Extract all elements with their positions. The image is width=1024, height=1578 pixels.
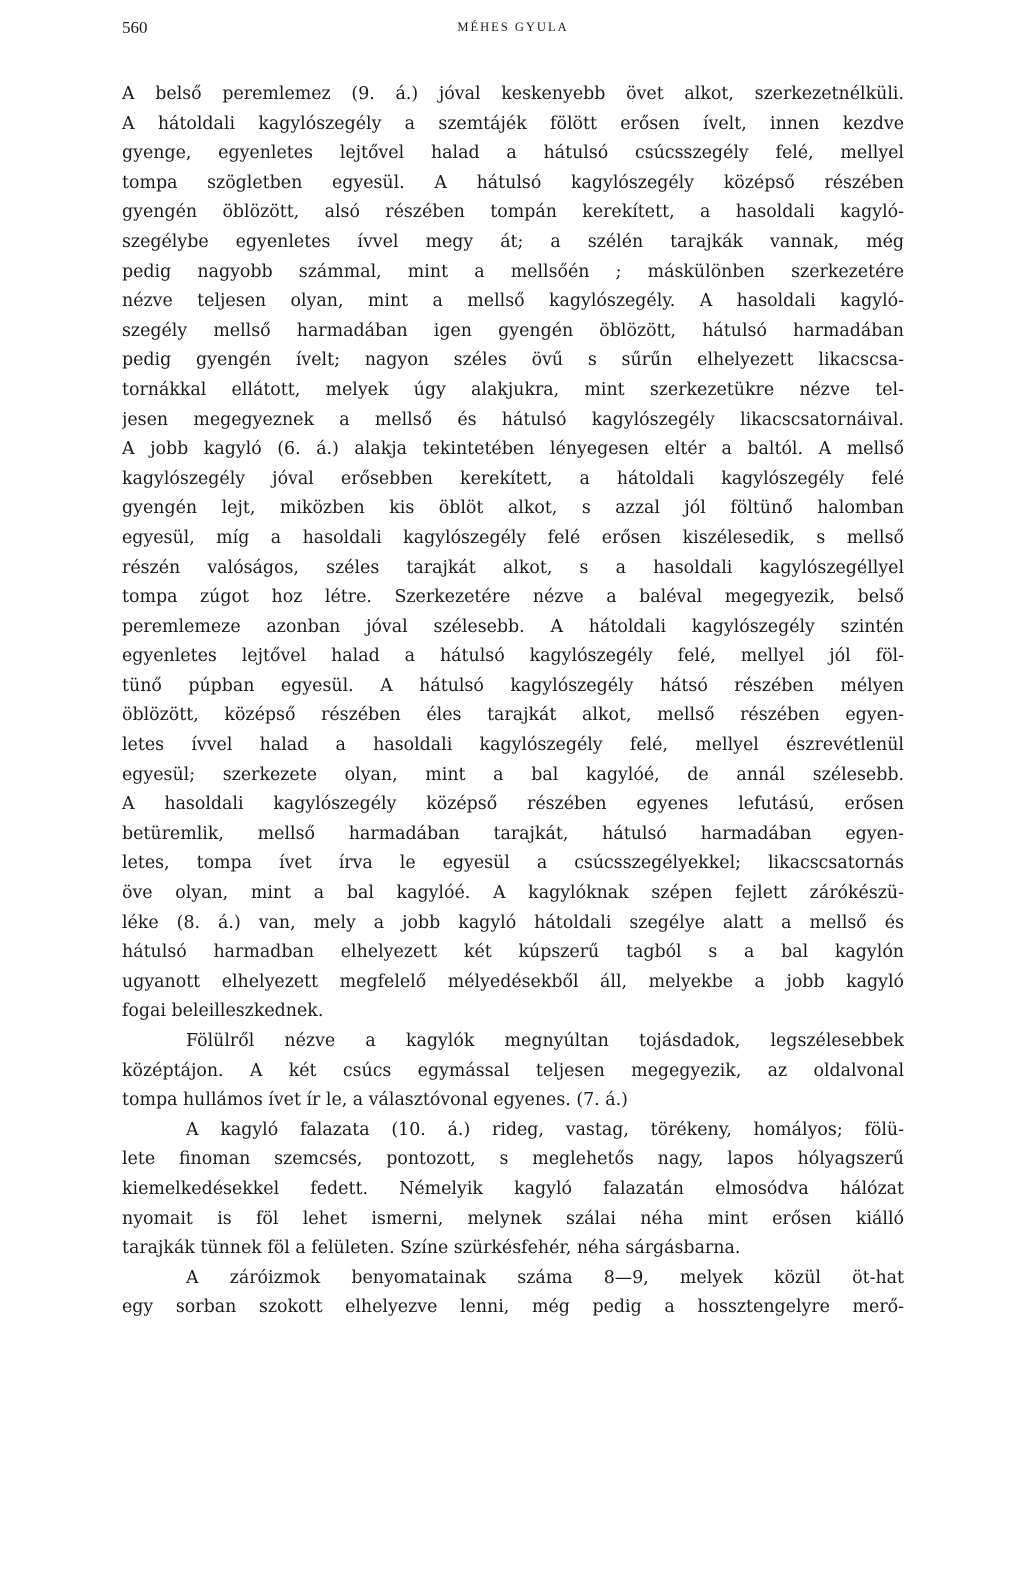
text-line: tompa hullámos ívet ír le, a választóvonal egyenes. (7. á.) xyxy=(122,1090,628,1111)
text-line: ugyanott elhelyezett megfelelő mélyedésekből áll, melyekbe a jobb kagyló xyxy=(122,971,904,992)
text-line: betüremlik, mellső harmadában tarajkát, hátulsó harmadában egyen- xyxy=(122,823,904,844)
running-title: MÉHES GYULA xyxy=(457,20,569,34)
text-line: jesen megegyeznek a mellső és hátulsó kagylószegély likacscsatornáival. xyxy=(122,409,904,430)
text-line: kiemelkedésekkel fedett. Némelyik kagyló falazatán elmosódva hálózat xyxy=(122,1178,904,1199)
text-line: szegélybe egyenletes ívvel megy át; a szélén tarajkák vannak, még xyxy=(122,231,904,252)
text-line: A kagyló falazata (10. á.) rideg, vastag, törékeny, homályos; fölü- xyxy=(186,1119,904,1140)
text-line: tarajkák tünnek föl a felületen. Színe szürkésfehér, néha sárgásbarna. xyxy=(122,1238,741,1259)
text-line: Fölülről nézve a kagylók megnyúltan tojásdadok, legszélesebbek xyxy=(186,1031,904,1051)
text-line: léke (8. á.) van, mely a jobb kagyló hátoldali szegélye alatt a mellső és xyxy=(122,912,904,933)
text-line: A jobb kagyló (6. á.) alakja tekintetében lényegesen eltér a baltól. A mellső xyxy=(122,439,904,460)
text-line: hátulsó harmadban elhelyezett két kúpszerű tagból s a bal kagylón xyxy=(122,942,904,963)
document-page xyxy=(122,18,904,1318)
text-line: egyenletes lejtővel halad a hátulsó kagylószegély felé, mellyel jól föl- xyxy=(122,646,904,667)
text-line: letes, tompa ívet írva le egyesül a csúcsszegélyekkel; likacscsatornás xyxy=(122,853,904,874)
text-line: egyesül; szerkezete olyan, mint a bal kagylóé, de annál szélesebb. xyxy=(122,764,904,785)
page-number: 560 xyxy=(122,18,148,37)
text-line: tünő púpban egyesül. A hátulsó kagylószegély hátsó részében mélyen xyxy=(122,675,904,696)
text-line: A belső peremlemez (9. á.) jóval keskenyebb övet alkot, szerkezetnélküli. xyxy=(122,84,904,104)
text-line: öblözött, középső részében éles tarajkát alkot, mellső részében egyen- xyxy=(122,705,904,726)
text-line: A hasoldali kagylószegély középső részében egyenes lefutású, erősen xyxy=(122,794,904,815)
body-text xyxy=(122,80,904,1323)
text-line: középtájon. A két csúcs egymással teljesen megegyezik, az oldalvonal xyxy=(122,1060,904,1081)
text-line: A hátoldali kagylószegély a szemtájék fölött erősen ívelt, innen kezdve xyxy=(122,113,904,134)
text-line: pedig gyengén ívelt; nagyon széles övű s sűrűn elhelyezett likacscsa- xyxy=(122,350,904,371)
text-line: peremlemeze azonban jóval szélesebb. A hátoldali kagylószegély szintén xyxy=(122,616,904,637)
running-head xyxy=(122,18,904,48)
text-line: nyomait is föl lehet ismerni, melynek szálai néha mint erősen kiálló xyxy=(122,1208,904,1229)
text-line: öve olyan, mint a bal kagylóé. A kagylóknak szépen fejlett zárókészü- xyxy=(122,883,904,904)
text-line: tornákkal ellátott, melyek úgy alakjukra, mint szerkezetükre nézve tel- xyxy=(122,379,904,400)
text-line: nézve teljesen olyan, mint a mellső kagylószegély. A hasoldali kagyló- xyxy=(122,291,904,312)
text-line: egyesül, míg a hasoldali kagylószegély felé erősen kiszélesedik, s mellső xyxy=(122,527,904,548)
text-line: gyenge, egyenletes lejtővel halad a hátulsó csúcsszegély felé, mellyel xyxy=(122,143,904,164)
text-line: részén valóságos, széles tarajkát alkot, s a hasoldali kagylószegéllyel xyxy=(122,557,904,578)
text-line: fogai beleilleszkednek. xyxy=(122,1001,324,1022)
text-line: tompa zúgot hoz létre. Szerkezetére nézve a baléval megegyezik, belső xyxy=(122,587,904,608)
text-line: szegély mellső harmadában igen gyengén öblözött, hátulsó harmadában xyxy=(122,320,904,341)
text-line: pedig nagyobb számmal, mint a mellsőén ; máskülönben szerkezetére xyxy=(122,261,904,282)
text-line: tompa szögletben egyesül. A hátulsó kagylószegély középső részében xyxy=(122,172,904,193)
text-line: egy sorban szokott elhelyezve lenni, még pedig a hossztengelyre merő- xyxy=(122,1297,904,1318)
text-line: gyengén öblözött, alsó részében tompán kerekített, a hasoldali kagyló- xyxy=(122,202,904,223)
text-line: A záróizmok benyomatainak száma 8—9, melyek közül öt-hat xyxy=(186,1267,904,1288)
text-line: letes ívvel halad a hasoldali kagylószegély felé, mellyel észrevétlenül xyxy=(122,735,904,756)
text-line: gyengén lejt, miközben kis öblöt alkot, s azzal jól föltünő halomban xyxy=(122,498,904,519)
text-line: lete finoman szemcsés, pontozott, s meglehetős nagy, lapos hólyagszerű xyxy=(122,1149,904,1170)
text-line: kagylószegély jóval erősebben kerekített, a hátoldali kagylószegély felé xyxy=(122,468,904,489)
